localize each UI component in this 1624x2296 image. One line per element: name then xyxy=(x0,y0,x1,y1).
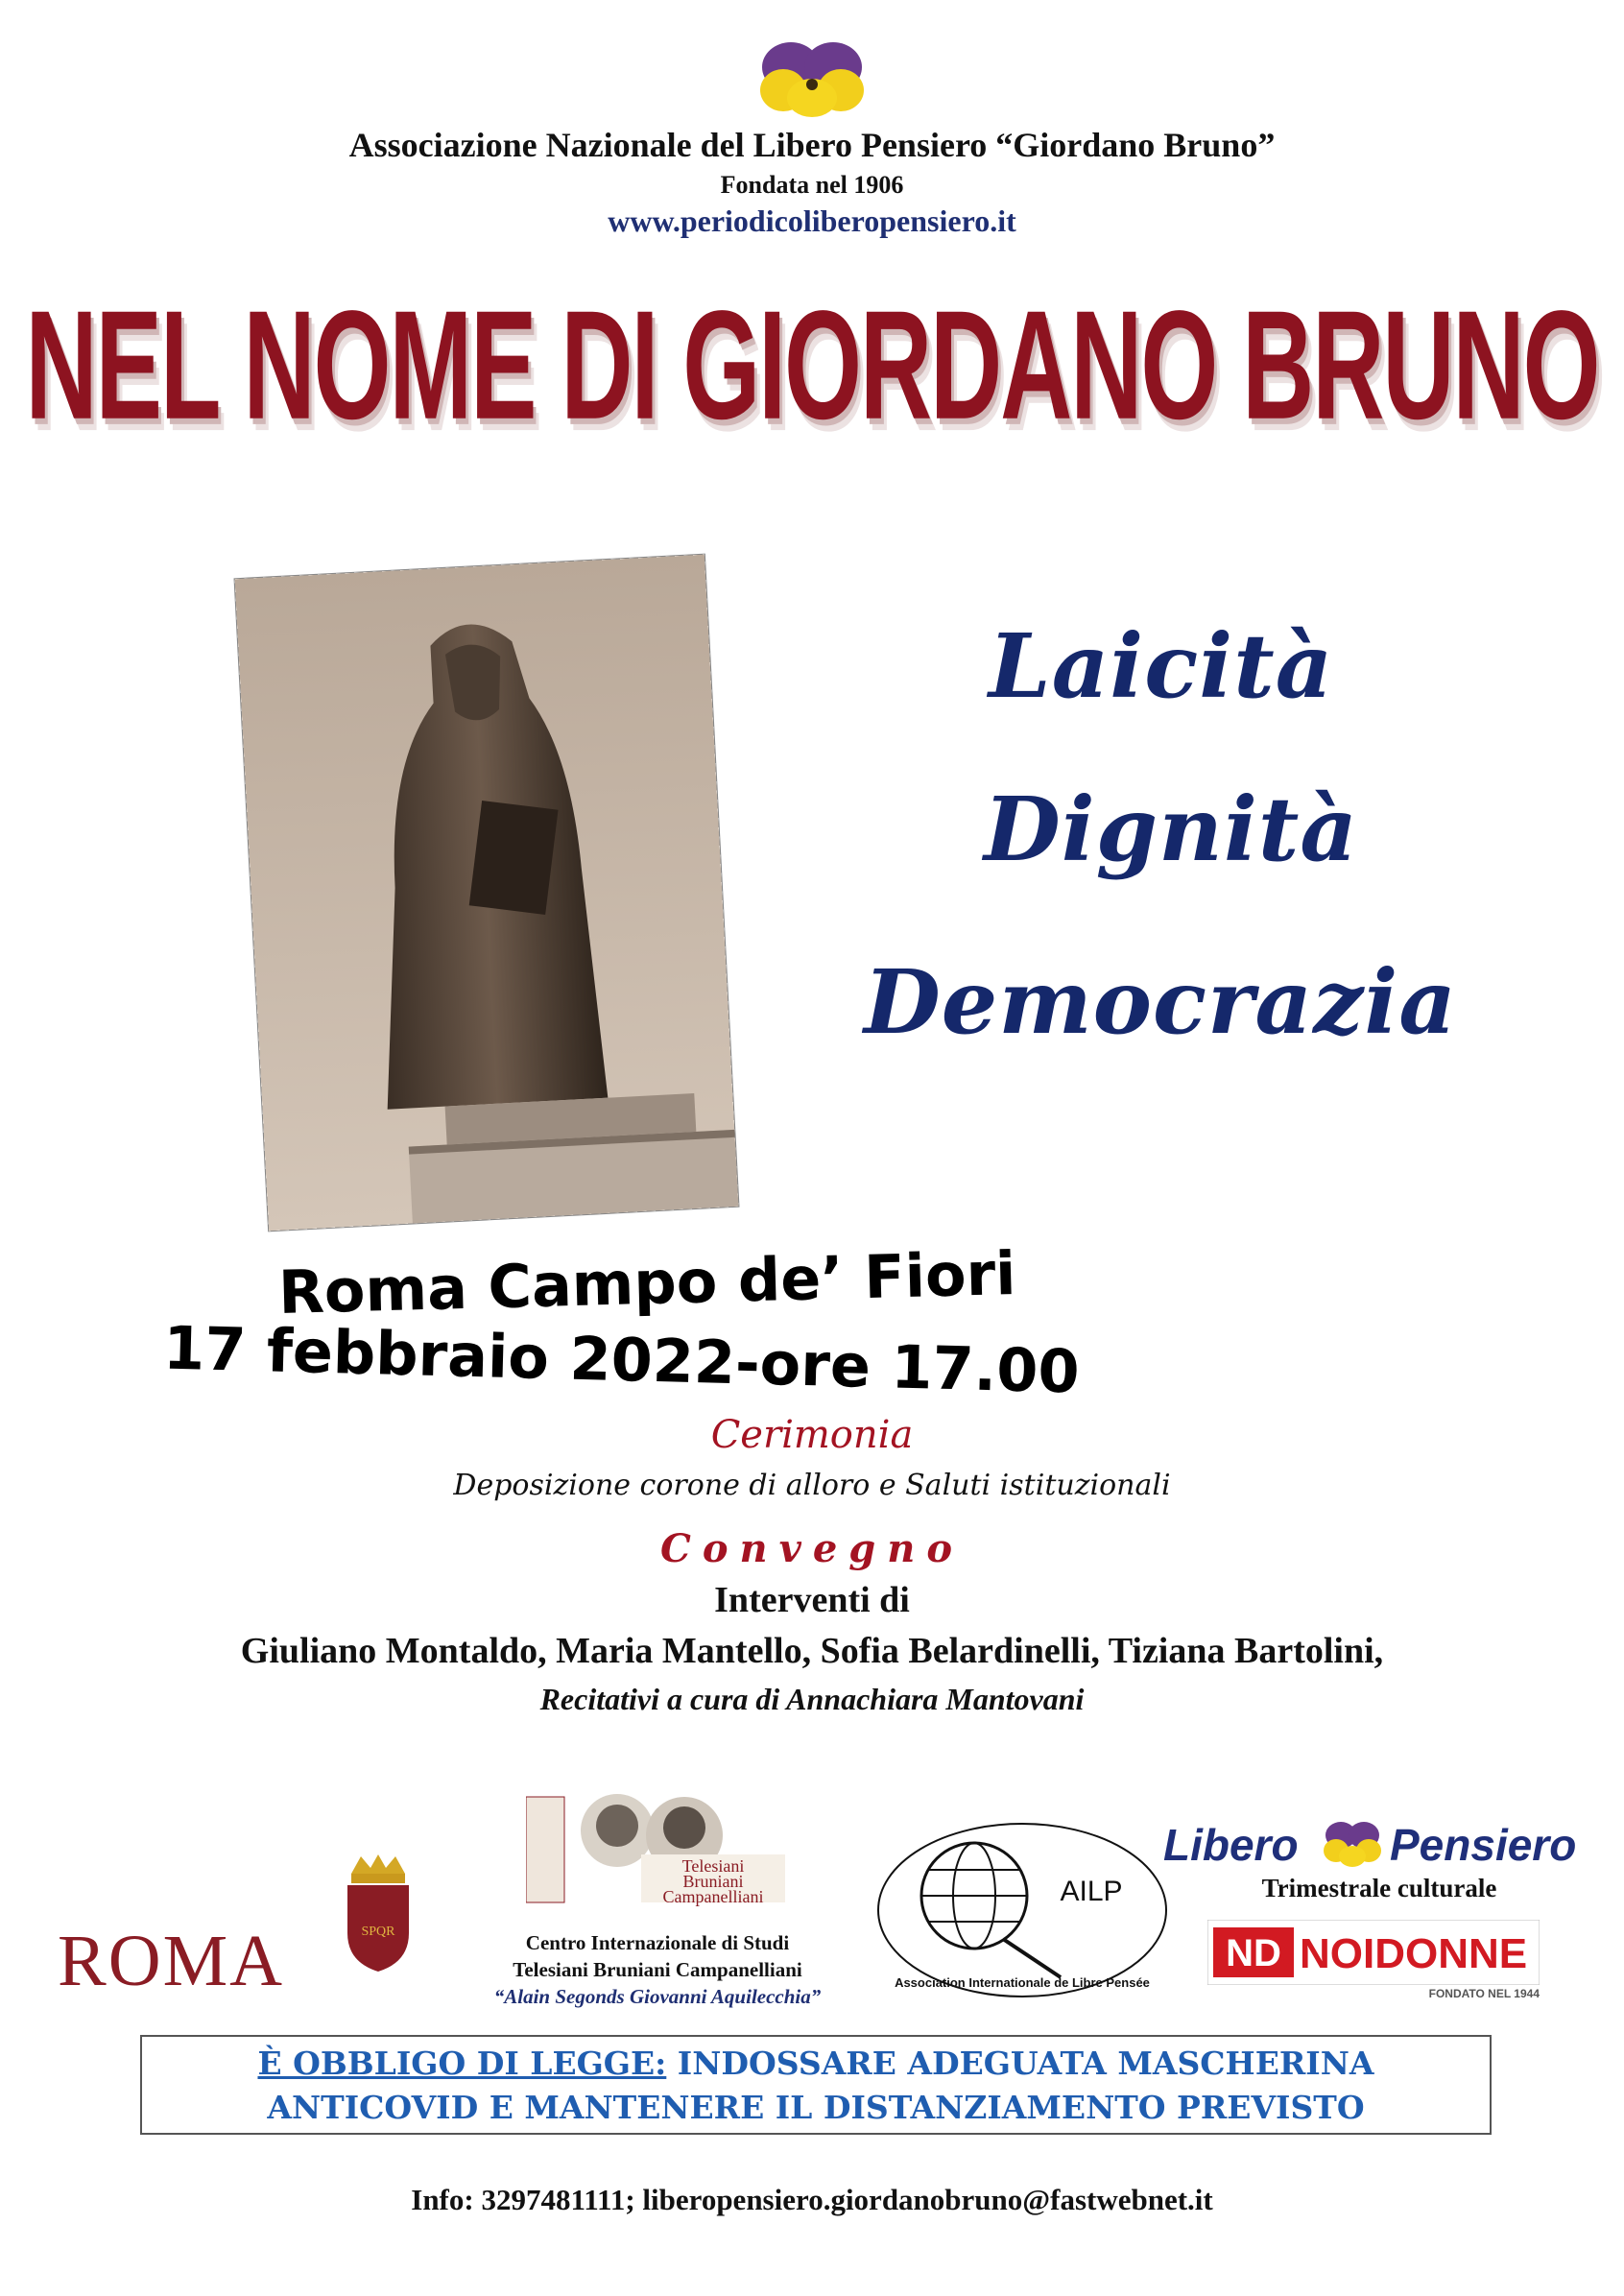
centro-emblem-line3: Campanelliani xyxy=(662,1887,764,1906)
centro-emblem-line2: Bruniani xyxy=(682,1872,744,1891)
main-title: NEL NOME DI GIORDANO BRUNO xyxy=(25,279,1599,453)
spqr-text: SPQR xyxy=(361,1925,395,1939)
ailp-full-name: Association Internationale de Libre Pensée xyxy=(895,1975,1150,1990)
notice-line-1-text: INDOSSARE ADEGUATA MASCHERINA xyxy=(666,2045,1374,2082)
pansy-logo-icon xyxy=(754,40,870,119)
covid-notice-box xyxy=(140,2035,1492,2135)
interventi-title: Interventi di xyxy=(714,1580,910,1620)
centro-emblem-line1: Telesiani xyxy=(681,1856,745,1876)
website-link[interactable]: www.periodicoliberopensiero.it xyxy=(608,203,1016,238)
motto-dignita: Dignità xyxy=(984,777,1359,881)
ailp-acronym: AILP xyxy=(1060,1876,1123,1907)
libero-word-left: Libero xyxy=(1163,1820,1299,1870)
association-name: Associazione Nazionale del Libero Pensiero “Giordano Bruno” xyxy=(348,126,1276,164)
libero-word-right: Pensiero xyxy=(1390,1820,1577,1870)
centro-subtitle: Telesiani Bruniani Campanelliani xyxy=(513,1958,802,1981)
founded-year: Fondata nel 1906 xyxy=(720,171,904,199)
roma-logo: ROMA xyxy=(58,1921,285,2001)
speakers-list: Giuliano Montaldo, Maria Mantello, Sofia Belardinelli, Tiziana Bartolini, xyxy=(240,1631,1384,1671)
pansy-small-icon xyxy=(1324,1822,1381,1867)
venue-place: Roma Campo de’ Fiori xyxy=(277,1237,1017,1328)
contact-info: Info: 3297481111; liberopensiero.giordanobruno@fastwebnet.it xyxy=(411,2183,1213,2216)
centro-dedication: “Alain Segonds Giovanni Aquilecchia” xyxy=(493,1985,822,2008)
notice-line-2: ANTICOVID E MANTENERE IL DISTANZIAMENTO PREVISTO xyxy=(267,2089,1365,2126)
notice-line-1 xyxy=(142,2045,1490,2082)
noidonne-logo xyxy=(1207,1920,1540,1985)
giordano-bruno-statue-photo xyxy=(235,555,739,1232)
spqr-crest-icon xyxy=(342,1853,415,1973)
ceremony-description: Deposizione corone di alloro e Saluti istituzionali xyxy=(453,1469,1171,1502)
motto-democrazia: Democrazia xyxy=(864,950,1457,1054)
recitativi-credit: Recitativi a cura di Annachiara Mantovani xyxy=(539,1682,1085,1716)
noidonne-name: NOIDONNE xyxy=(1300,1930,1528,1977)
motto-laicita: Laicità xyxy=(989,614,1334,718)
notice-label: È OBBLIGO DI LEGGE: xyxy=(257,2045,667,2082)
ceremony-title: Cerimonia xyxy=(710,1413,914,1457)
noidonne-founded: FONDATO NEL 1944 xyxy=(1428,1987,1540,2000)
noidonne-nd: ND xyxy=(1226,1932,1281,1974)
libero-pensiero-tagline: Trimestrale culturale xyxy=(1261,1874,1497,1902)
centro-studi-emblem-icon xyxy=(526,1778,785,1922)
convegno-title: Convegno xyxy=(659,1526,965,1571)
libero-pensiero-logo xyxy=(1163,1814,1586,1874)
venue-date-time: 17 febbraio 2022-ore 17.00 xyxy=(162,1312,1081,1407)
centro-name: Centro Internazionale di Studi xyxy=(525,1931,790,1954)
ailp-logo-icon xyxy=(869,1814,1176,2006)
